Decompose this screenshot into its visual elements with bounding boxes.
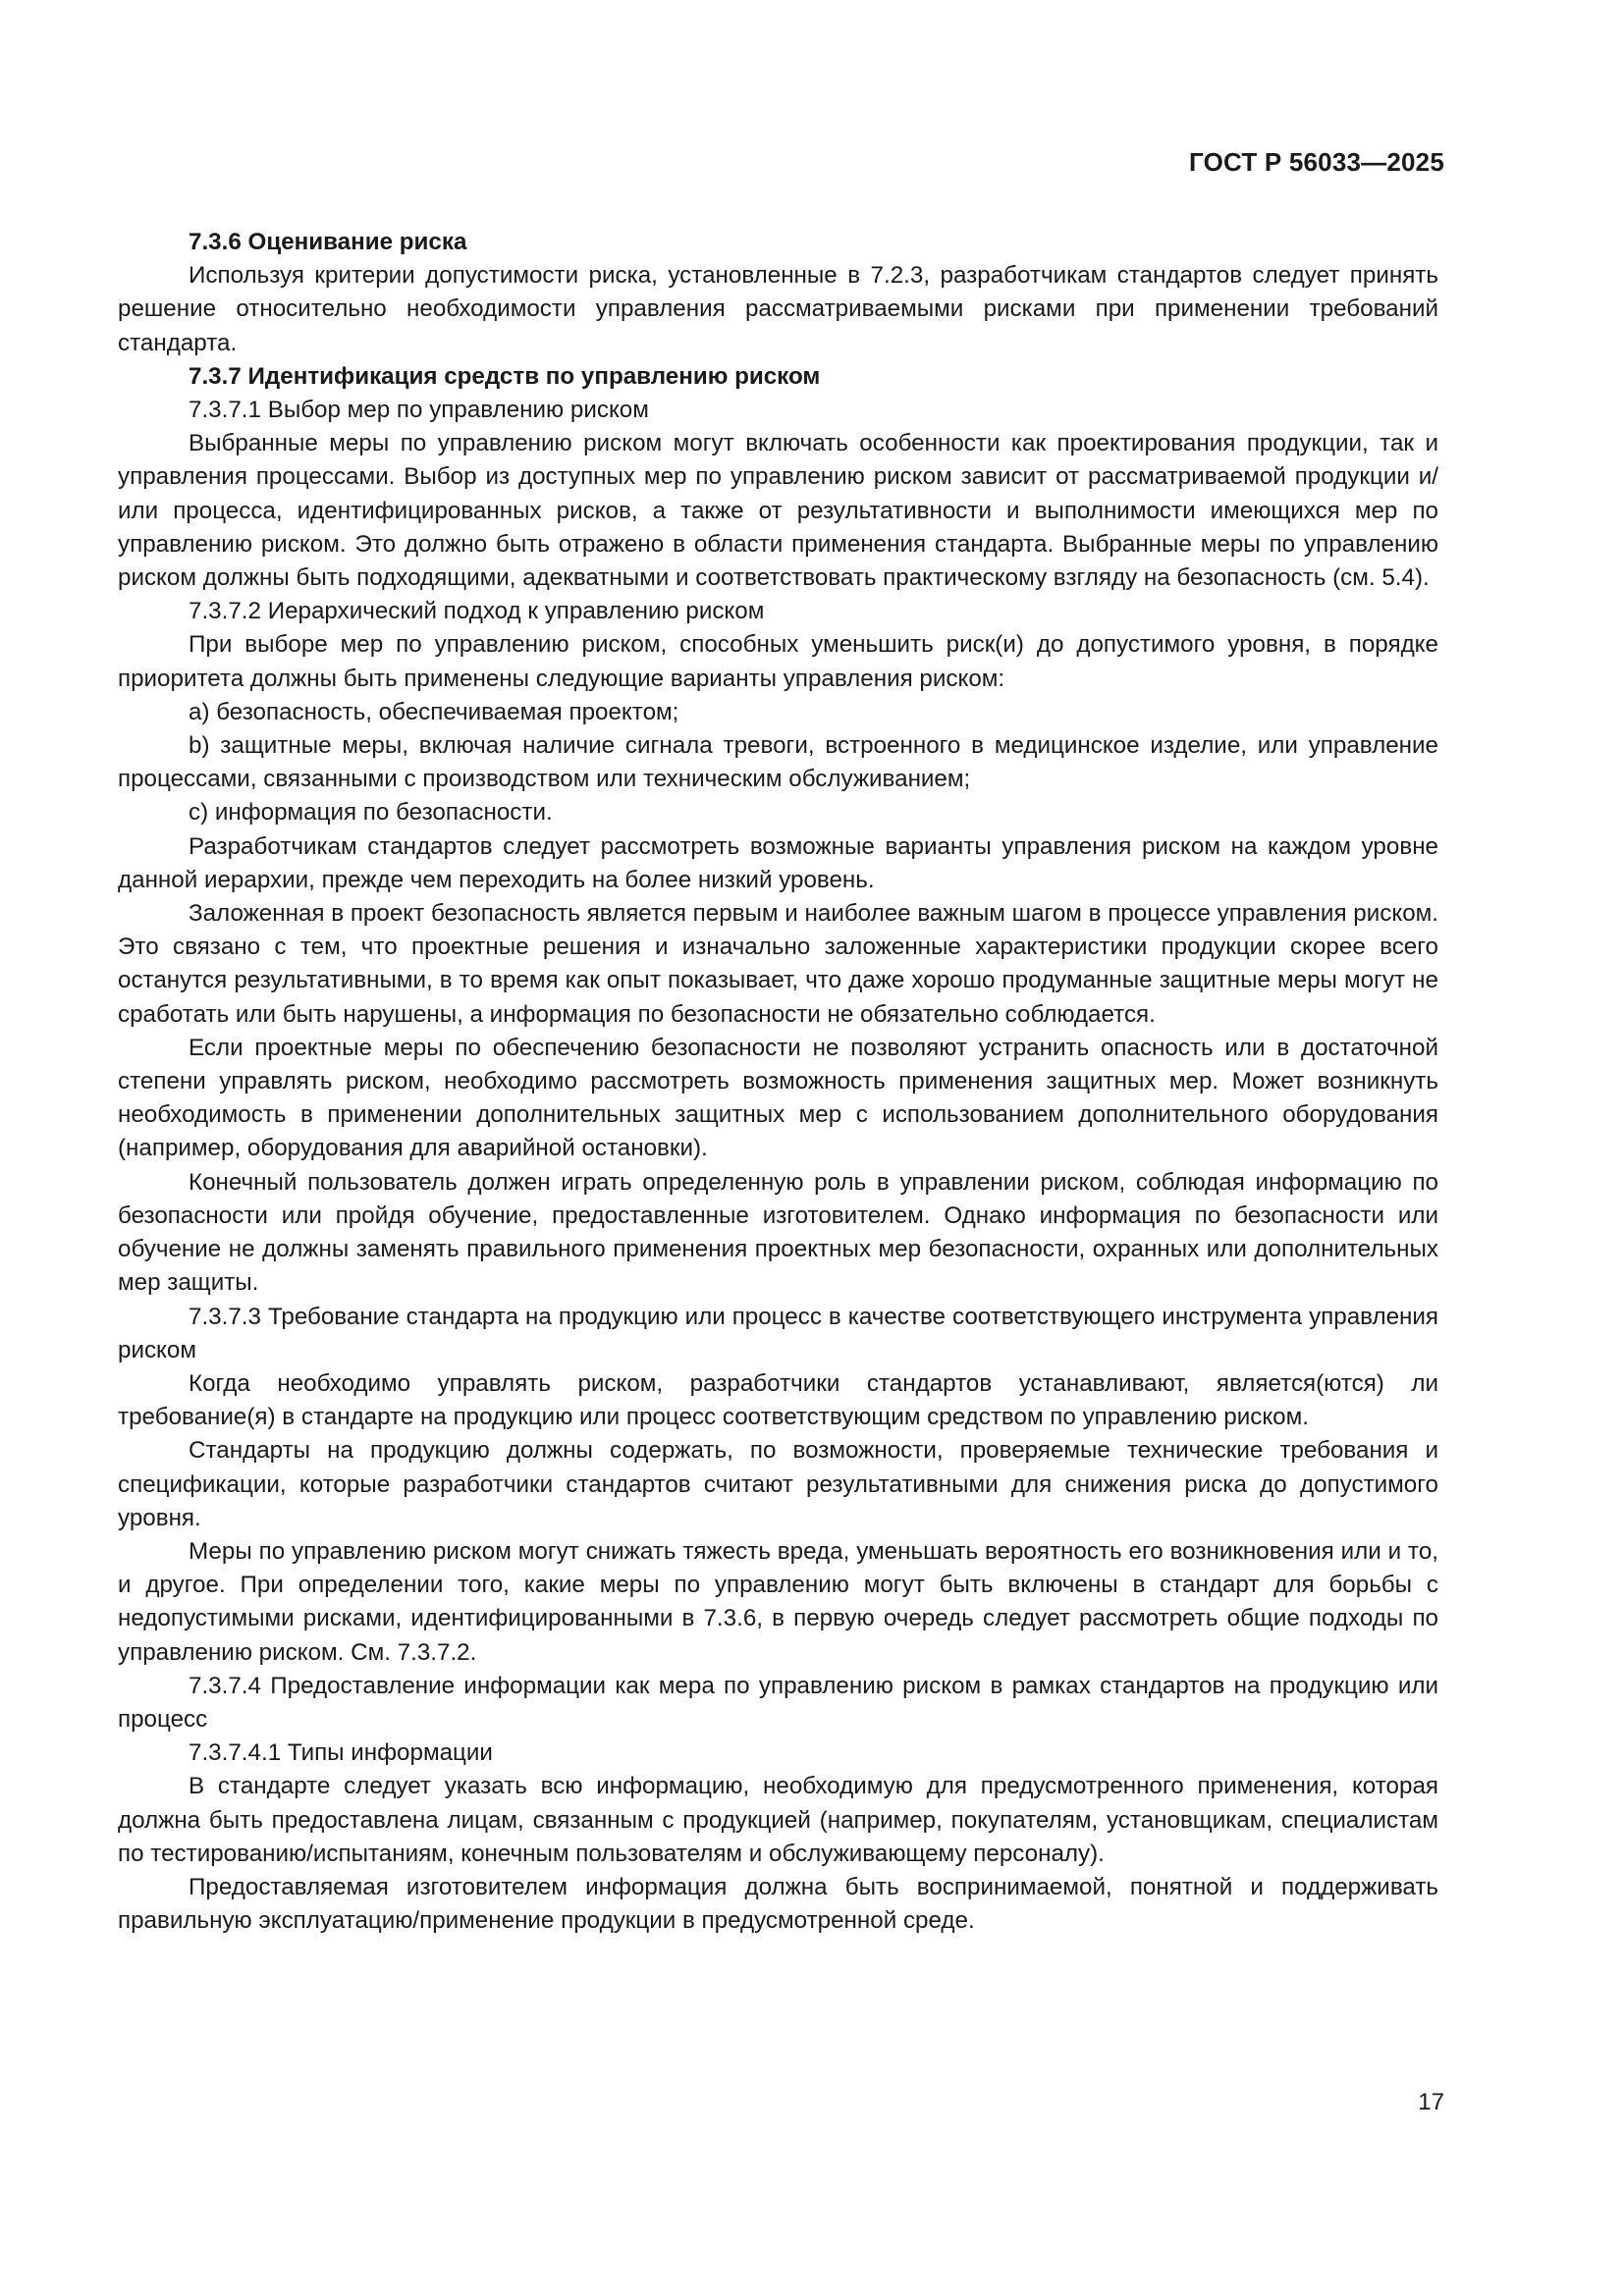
paragraph: Заложенная в проект безопасность является первым и наиболее важным шагом в процессе управления риском. Это связано с тем, что проектные решения и изначально заложенные характеристики продукции скорее всего останутся результативными, в то время как опыт показывает, что даже хорошо продуманные защитные меры могут не сработать или быть нарушены, а информация по безопасности не обязательно соблюдается. <box>118 900 1438 1028</box>
section-heading: 7.3.7 Идентификация средств по управлению риском <box>189 362 821 390</box>
paragraph: Если проектные меры по обеспечению безопасности не позволяют устранить опасность или в достаточной степени управлять риском, необходимо рассмотреть возможность применения защитных мер. Может возникнуть необходимость в применении дополнительных защитных мер с использованием дополнительного оборудования (например, оборудования для аварийной остановки). <box>118 1034 1438 1162</box>
paragraph: В стандарте следует указать всю информацию, необходимую для предусмотренного применения, которая должна быть предоставлена лицам, связанным с продукцией (например, покупателям, установщикам, специалистам по тестированию/испытаниям, конечным пользователям и обслуживающему персоналу). <box>118 1773 1438 1867</box>
page-number: 17 <box>1418 2089 1444 2115</box>
subsection-title: 7.3.7.2 Иерархический подход к управлению риском <box>189 598 765 625</box>
list-item: b) защитные меры, включая наличие сигнала тревоги, встроенного в медицинское изделие, или управление процессами, связанными с производством или техническим обслуживанием; <box>118 732 1438 793</box>
subsection-title: 7.3.7.4 Предоставление информации как мера по управлению риском в рамках стандартов на продукцию или процесс <box>118 1672 1438 1733</box>
paragraph: Используя критерии допустимости риска, установленные в 7.2.3, разработчикам стандартов следует принять решение относительно необходимости управления рассматриваемыми рисками при применении требований стандарта. <box>118 262 1438 356</box>
paragraph: Когда необходимо управлять риском, разработчики стандартов устанавливают, является(ются) ли требование(я) в стандарте на продукцию или процесс соответствующим средством по управлению риском. <box>118 1369 1438 1431</box>
list-item: a) безопасность, обеспечиваемая проектом; <box>189 698 679 725</box>
subsection-title: 7.3.7.1 Выбор мер по управлению риском <box>189 397 649 424</box>
list-item: c) информация по безопасности. <box>189 799 553 827</box>
subsection-title: 7.3.7.3 Требование стандарта на продукцию или процесс в качестве соответствующего инструмента управления риском <box>118 1303 1438 1363</box>
paragraph: Меры по управлению риском могут снижать тяжесть вреда, уменьшать вероятность его возникновения или и то, и другое. При определении того, какие меры по управлению могут быть включены в стандарт для борьбы с недопустимыми рисками, идентифицированными в 7.3.6, в первую очередь следует рассмотреть общие подходы по управлению риском. См. 7.3.7.2. <box>118 1537 1438 1666</box>
paragraph: Предоставляемая изготовителем информация должна быть воспринимаемой, понятной и поддерживать правильную эксплуатацию/применение продукции в предусмотренной среде. <box>118 1873 1438 1935</box>
paragraph: Выбранные меры по управлению риском могут включать особенности как проектирования продукции, так и управления процессами. Выбор из доступных мер по управлению риском зависит от рассматриваемой продукции и/или процесса, идентифицированных рисков, а также от результативности и выполнимости имеющихся мер по управлению риском. Это должно быть отражено в области применения стандарта. Выбранные меры по управлению риском должны быть подходящими, адекватными и соответствовать практическому взгляду на безопасность (см. 5.4). <box>118 430 1438 592</box>
subsection-title: 7.3.7.4.1 Типы информации <box>189 1739 493 1767</box>
body-text <box>118 226 1438 1938</box>
paragraph: При выборе мер по управлению риском, способных уменьшить риск(и) до допустимого уровня, в порядке приоритета должны быть применены следующие варианты управления риском: <box>118 631 1438 692</box>
paragraph: Конечный пользователь должен играть определенную роль в управлении риском, соблюдая информацию по безопасности или пройдя обучение, предоставленные изготовителем. Однако информация по безопасности или обучение не должны заменять правильного применения проектных мер безопасности, охранных или дополнительных мер защиты. <box>118 1168 1438 1297</box>
section-heading: 7.3.6 Оценивание риска <box>189 229 467 255</box>
document-code: ГОСТ Р 56033—2025 <box>1189 147 1444 177</box>
paragraph: Разработчикам стандартов следует рассмотреть возможные варианты управления риском на каждом уровне данной иерархии, прежде чем переходить на более низкий уровень. <box>118 832 1438 893</box>
paragraph: Стандарты на продукцию должны содержать, по возможности, проверяемые технические требования и спецификации, которые разработчики стандартов считают результативными для снижения риска до допустимого уровня. <box>118 1437 1438 1531</box>
